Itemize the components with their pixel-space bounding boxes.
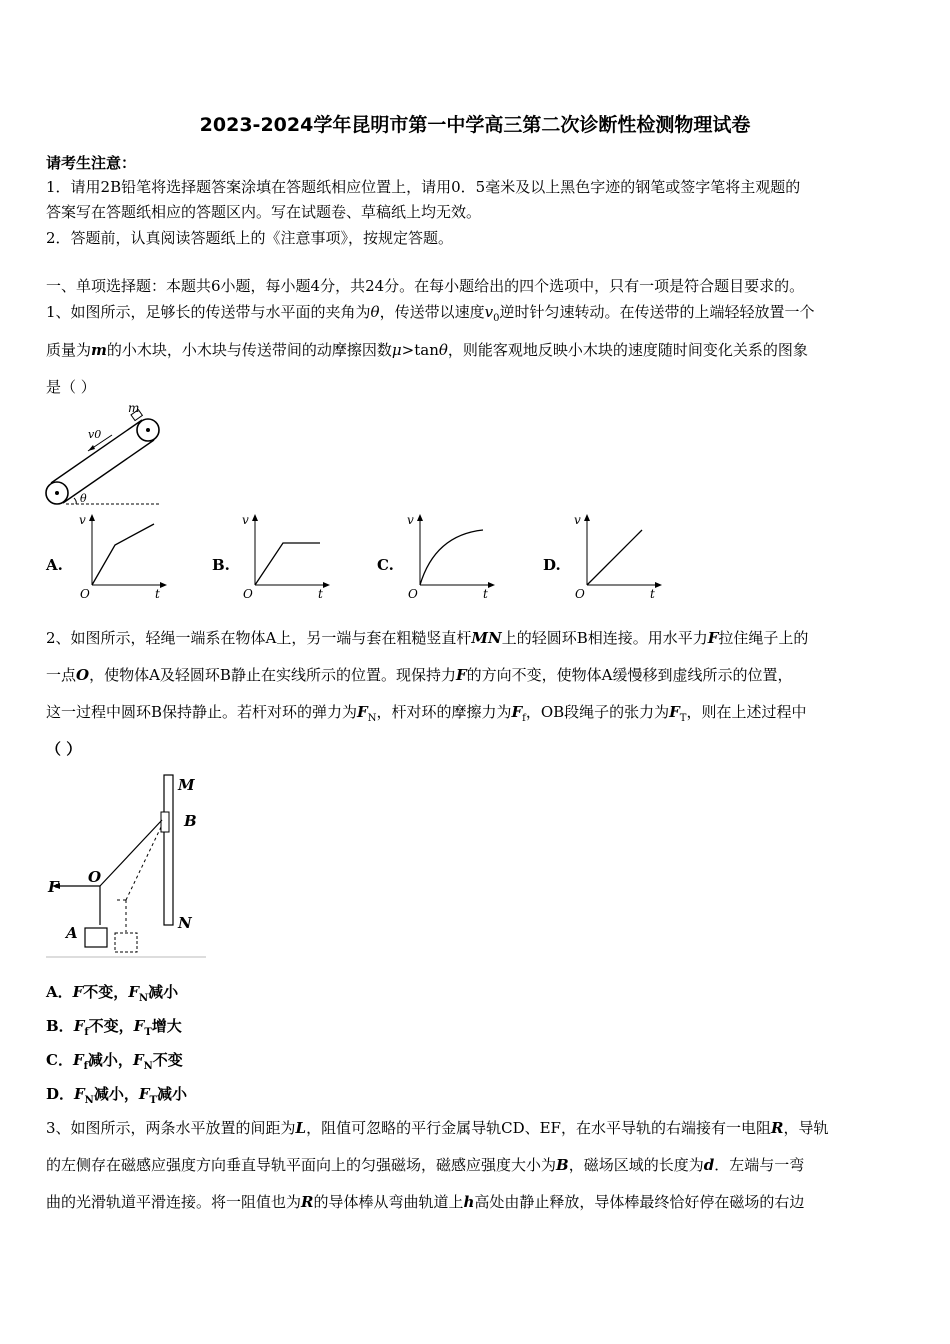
svg-text:v: v	[574, 513, 581, 527]
question-1-text: 1、如图所示，足够长的传送带与水平面的夹角为θ，传送带以速度$v_0$逆时针匀速转动。在传送带的上端轻轻放置一个	[46, 303, 815, 324]
svg-text:A: A	[66, 924, 78, 942]
option-d: D．$F_N$减小，$F_T$减小	[46, 1085, 187, 1106]
block-a	[85, 928, 107, 947]
svg-text:N: N	[178, 914, 192, 932]
mass-label: m	[128, 401, 140, 415]
option-a-label: A.	[46, 556, 63, 574]
block-a-dashed	[115, 933, 137, 952]
svg-text:O: O	[80, 587, 90, 601]
option-c: C．$F_f$减小，$F_N$不变	[46, 1051, 183, 1072]
section-heading: 一、单项选择题：本题共6小题，每小题4分，共24分。在每小题给出的四个选项中，只有一项是符合题目要求的。	[46, 277, 805, 295]
rod	[164, 775, 173, 925]
question-3-text: 3、如图所示，两条水平放置的间距为L，阻值可忽略的平行金属导轨CD、EF，在水平导轨的右端接有一电阻R，导轨	[46, 1119, 829, 1137]
question-1-text: 质量为m的小木块，小木块与传送带间的动摩擦因数μ>tanθ，则能客观地反映小木块的速度随时间变化关系的图象	[46, 341, 808, 359]
svg-text:t: t	[155, 587, 160, 601]
svg-text:t: t	[318, 587, 323, 601]
svg-text:B: B	[184, 812, 197, 830]
option-c-graph	[403, 510, 498, 600]
notice-line: 2．答题前，认真阅读答题纸上的《注意事项》，按规定答题。	[46, 229, 454, 247]
svg-text:O: O	[575, 587, 585, 601]
v0-label: v0	[88, 428, 102, 441]
option-d-graph	[570, 510, 665, 600]
svg-text:t: t	[483, 587, 488, 601]
svg-text:v: v	[407, 513, 414, 527]
question-2-text: 这一过程中圆环B保持静止。若杆对环的弹力为$F_N$，杆对环的摩擦力为$F_f$，OB段绳子的张力为$F_T$，则在上述过程中	[46, 703, 807, 724]
svg-text:O: O	[88, 868, 102, 886]
svg-text:O: O	[408, 587, 418, 601]
ring-b	[161, 812, 169, 832]
option-b: B．$F_f$不变，$F_T$增大	[46, 1017, 182, 1038]
notice-line: 答案写在答题纸相应的答题区内。写在试题卷、草稿纸上均无效。	[46, 203, 482, 221]
page-title: 2023-2024学年昆明市第一中学高三第二次诊断性检测物理试卷	[199, 114, 751, 136]
question-2-text: （ ）	[46, 740, 82, 758]
option-a-graph	[75, 510, 170, 600]
option-c-label: C.	[377, 556, 394, 574]
svg-text:M: M	[178, 776, 195, 794]
option-b-label: B.	[212, 556, 230, 574]
question-1-text: 是（ ）	[46, 378, 96, 396]
question-3-text: 的左侧存在磁感应强度方向垂直导轨平面向上的匀强磁场，磁感应强度大小为B，磁场区域的长度为d．左端与一弯	[46, 1156, 805, 1174]
option-a: A．F不变，$F_N$减小	[46, 983, 179, 1004]
svg-text:O: O	[243, 587, 253, 601]
rod-ring-figure	[44, 770, 214, 960]
notice-line: 1．请用2B铅笔将选择题答案涂填在答题纸相应位置上，请用0．5毫米及以上黑色字迹的钢笔或签字笔将主观题的	[46, 178, 801, 196]
svg-text:F: F	[48, 878, 59, 896]
theta-label: θ	[80, 492, 87, 505]
svg-text:t: t	[650, 587, 655, 601]
svg-text:v: v	[79, 513, 86, 527]
question-3-text: 曲的光滑轨道平滑连接。将一阻值也为R的导体棒从弯曲轨道上h高处由静止释放，导体棒最终恰好停在磁场的右边	[46, 1193, 805, 1211]
option-d-label: D.	[543, 556, 561, 574]
question-2-text: 2、如图所示，轻绳一端系在物体A上，另一端与套在粗糙竖直杆MN上的轻圆环B相连接。用水平力F拉住绳子上的	[46, 629, 809, 647]
svg-text:v: v	[242, 513, 249, 527]
notice-heading: 请考生注意：	[46, 154, 137, 172]
option-b-graph	[238, 510, 333, 600]
question-2-text: 一点O，使物体A及轻圆环B静止在实线所示的位置。现保持力F的方向不变，使物体A缓慢移到虚线所示的位置，	[46, 666, 793, 684]
conveyor-belt-figure	[40, 400, 170, 512]
